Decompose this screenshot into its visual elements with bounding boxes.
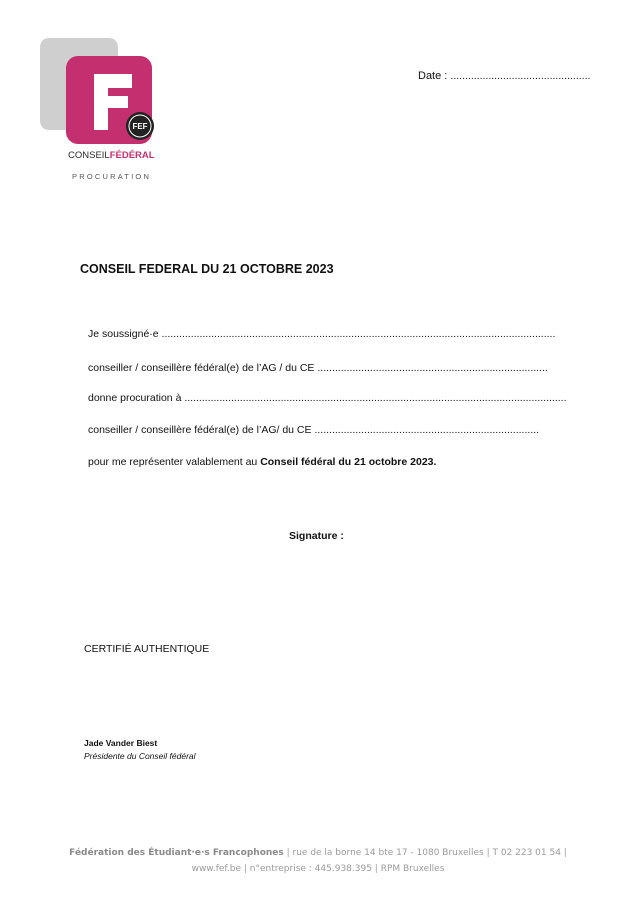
svg-text:FEF: FEF — [132, 122, 148, 131]
logo-subtitle: PROCURATION — [72, 172, 152, 181]
line-purpose-label: pour me représenter valablement au — [88, 456, 261, 468]
footer-line-2: www.fef.be | n°entreprise : 445.938.395 | RPM Bruxelles — [191, 864, 445, 874]
signatory-role: Présidente du Conseil fédéral — [84, 751, 196, 761]
footer-line-1 — [0, 848, 636, 858]
document-title: CONSEIL FEDERAL DU 21 OCTOBRE 2023 — [80, 262, 334, 276]
logo-wordmark-part2: FÉDÉRAL — [109, 150, 155, 161]
fef-badge-icon — [126, 112, 154, 140]
line-undersigned-label: Je soussigné·e — [88, 328, 162, 340]
date-dots: ................................................ — [450, 70, 591, 82]
signatory-name: Jade Vander Biest — [84, 738, 158, 748]
logo-wordmark — [68, 150, 155, 161]
line-role-2-label: conseiller / conseillère fédéral(e) de l’AG/ du CE — [88, 424, 315, 436]
line-undersigned — [88, 328, 555, 340]
line-role-2 — [88, 424, 539, 436]
line-role-1-dots: ............................................................................... — [317, 362, 548, 374]
line-role-1 — [88, 362, 548, 374]
date-label: Date : — [418, 70, 451, 82]
certified-authentic: CERTIFIÉ AUTHENTIQUE — [84, 643, 210, 655]
signature-label: Signature : — [289, 530, 344, 542]
footer-address: | rue de la borne 14 bte 17 - 1080 Bruxelles | T 02 223 01 54 | — [283, 848, 567, 858]
date-field — [418, 70, 590, 82]
line-proxy — [88, 392, 567, 404]
line-role-1-label: conseiller / conseillère fédéral(e) de l’AG / du CE — [88, 362, 318, 374]
line-purpose — [88, 456, 436, 468]
line-role-2-dots: ............................................................................. — [314, 424, 540, 436]
line-undersigned-dots: ....................................................................................................................................... — [161, 328, 556, 340]
line-proxy-dots: ................................................................................................................................... — [184, 392, 567, 404]
cf-logo — [36, 34, 166, 146]
footer-org: Fédération des Étudiant·e·s Francophones — [69, 848, 284, 858]
line-purpose-bold: Conseil fédéral du 21 octobre 2023. — [260, 456, 437, 468]
line-proxy-label: donne procuration à — [88, 392, 185, 404]
logo-wordmark-part1: CONSEIL — [68, 150, 110, 161]
